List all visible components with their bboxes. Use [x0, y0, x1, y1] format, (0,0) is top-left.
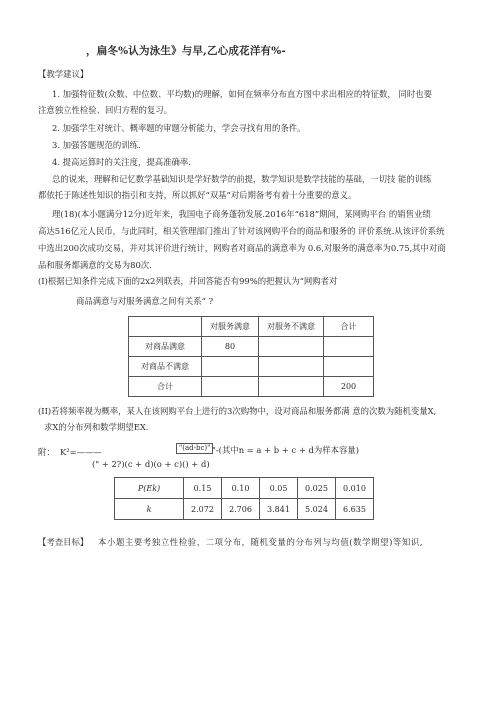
- page-title: ，扁冬%认为泳生》与早,乙心成花洋有%-: [86, 45, 286, 57]
- table-cell: [202, 377, 259, 397]
- teaching-advice-label: 【教学建议】: [38, 69, 89, 79]
- advice-line-4: 3. 加强答题规范的训练.: [52, 140, 141, 150]
- table-cell: 0.025: [298, 478, 336, 499]
- table-cell: [259, 337, 324, 357]
- table-cell: 0.010: [336, 478, 374, 499]
- table-row: [129, 317, 374, 337]
- table-cell: 200: [324, 377, 374, 397]
- exam-goal-label: 【考查目标】: [38, 537, 89, 547]
- probability-table: [114, 477, 374, 520]
- table-cell: 0.05: [260, 478, 298, 499]
- table-cell: 5.024: [298, 499, 336, 520]
- advice-line-5: 4. 提高运算时的关注度，提高准确率.: [52, 157, 191, 167]
- advice-line-1: 1. 加强特征数(众数、中位数、平均数)的理解，如何在频率分布直方图中求出相应的特征数， 同时也要: [52, 89, 432, 99]
- problem-line-1: 理(18)(本小题满分12分)近年来，我国电子商务蓬勃发展.2016年“618”期间，某网购平台 的销售业绩: [52, 209, 431, 219]
- table-cell: [324, 357, 374, 377]
- table-cell: 合计: [324, 317, 374, 337]
- table-cell: [259, 357, 324, 377]
- exam-goal-text: 本小题主要考独立性检验，二项分布，随机变量的分布列与均值(数学期望)等知识,: [98, 537, 424, 547]
- table-cell: 2.706: [222, 499, 260, 520]
- table-cell: 6.635: [336, 499, 374, 520]
- table-cell: 对商品满意: [129, 337, 202, 357]
- table-cell: 0.15: [184, 478, 222, 499]
- table-row: [115, 478, 374, 499]
- formula-prefix: 附：: [38, 447, 55, 457]
- part2-line-1: (II)若将频率视为概率，某人在该网购平台上进行的3次购物中，设对商品和服务都满 意的次数为随机变量X,: [38, 406, 437, 416]
- table-row: [129, 337, 374, 357]
- table-cell: 2.072: [184, 499, 222, 520]
- problem-line-2: 高达516亿元人民币，与此同时，相关管理部门推出了针对该网购平台的商品和服务的 评价系统.从该评价系统: [38, 226, 445, 236]
- table-cell: 对商品不满意: [129, 357, 202, 377]
- formula-note: "-(其中n = a + b + c + d为样本容量): [212, 445, 360, 455]
- table-cell: [202, 357, 259, 377]
- advice-line-3: 2. 加强学生对统计、概率题的审题分析能力，学会寻找有用的条件。: [52, 123, 306, 133]
- part1-line-2: 商品满意与对服务满意之间有关系” ?: [76, 296, 214, 306]
- summary-line-1: 总的说来，理解和记忆数学基础知识是学好数学的前提，数学知识是数学技能的基础，一切技 能的训练: [52, 174, 432, 184]
- table-cell: 合计: [129, 377, 202, 397]
- summary-line-2: 都依托于陈述性知识的指引和支持，所以抓好“双基”对后期备考有着十分重要的意义。: [38, 190, 357, 200]
- table-cell: 0.10: [222, 478, 260, 499]
- table-cell: 80: [202, 337, 259, 357]
- table-cell: 对服务满意: [202, 317, 259, 337]
- table-cell: 对服务不满意: [259, 317, 324, 337]
- table-row: [129, 357, 374, 377]
- formula-numerator: "(ad-bc)": [176, 443, 213, 454]
- part2-line-2: 求X的分布列和数学期望EX.: [44, 422, 149, 432]
- table-cell: k: [115, 499, 184, 520]
- formula-k2: K²=———: [60, 447, 102, 457]
- table-cell: P(Ek): [115, 478, 184, 499]
- table-row: [115, 499, 374, 520]
- problem-line-4: 品和服务都满意的交易为80次.: [38, 260, 152, 270]
- part1-line-1: (I)根据已知条件完成下面的2x2列联表，并回答能否有99%的把握认为“网购者对: [38, 276, 338, 286]
- table-cell: [259, 377, 324, 397]
- problem-line-3: 中选出200次成功交易，并对其评价进行统计，网购者对商品的满意率为 0.6,对服务的满意率为0.75,其中对商: [38, 243, 446, 253]
- contingency-table: [128, 316, 374, 397]
- table-row: [129, 377, 374, 397]
- table-cell: [324, 337, 374, 357]
- table-cell: 3.841: [260, 499, 298, 520]
- formula-denominator: (" + 2?)(c + d)(o + c)() + d): [92, 459, 210, 469]
- advice-line-2: 注意独立性检验、回归方程的复习。: [38, 105, 172, 115]
- table-cell: [129, 317, 202, 337]
